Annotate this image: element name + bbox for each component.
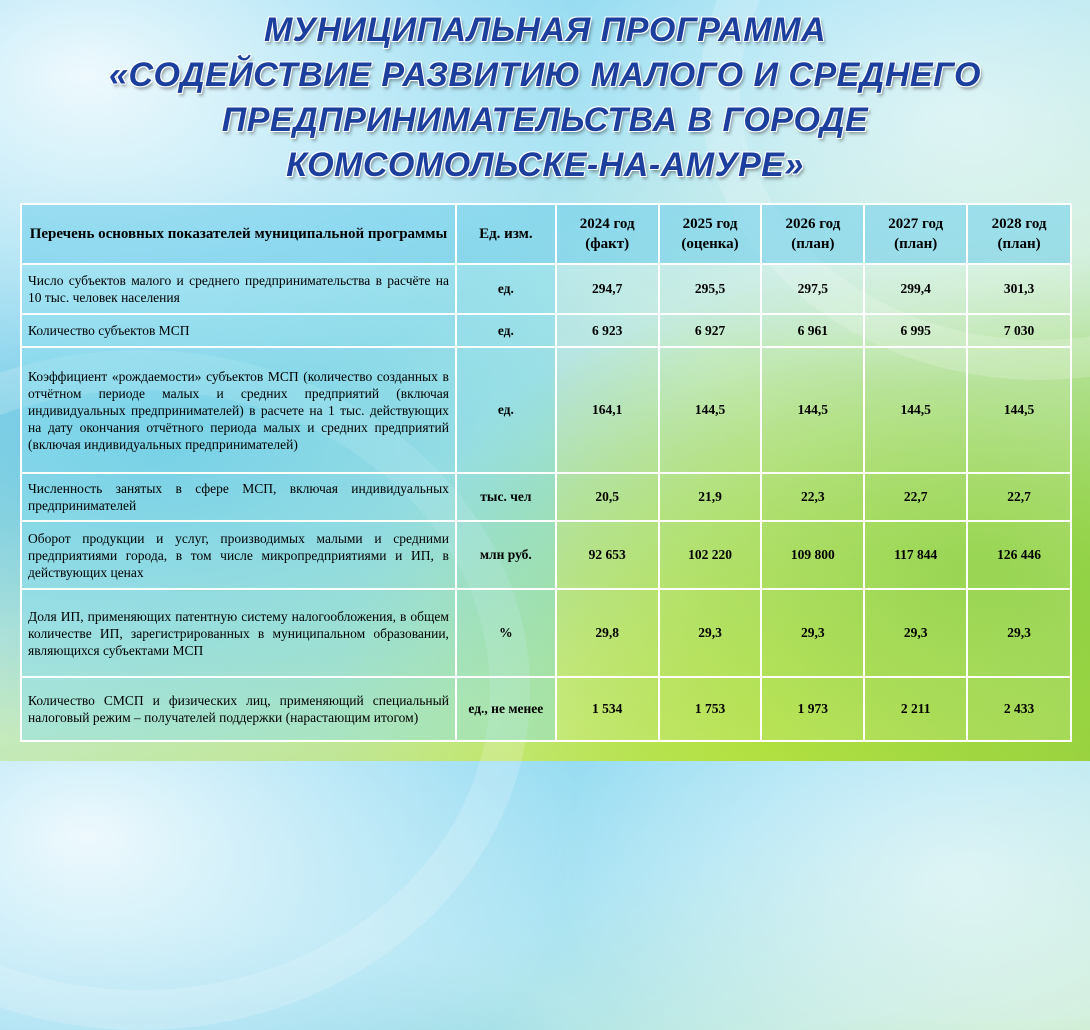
title-line-3: ПРЕДПРИНИМАТЕЛЬСТВА В ГОРОДЕ — [221, 101, 869, 139]
value-2026: 144,5 — [761, 347, 864, 473]
value-2027: 29,3 — [864, 589, 967, 677]
value-2024: 164,1 — [556, 347, 659, 473]
indicator-unit: ед., не менее — [456, 677, 556, 741]
value-2025: 102 220 — [659, 521, 762, 589]
value-2028: 301,3 — [967, 264, 1071, 314]
value-2025: 295,5 — [659, 264, 762, 314]
value-2024: 92 653 — [556, 521, 659, 589]
value-2026: 22,3 — [761, 473, 864, 521]
indicator-name: Оборот продукции и услуг, производимых малыми и средними предприятиями города, в том числе микропредприятиями и ИП, в действующих ценах — [21, 521, 456, 589]
indicator-name: Доля ИП, применяющих патентную систему налогообложения, в общем количестве ИП, зарегистрированных в муниципальном образовании, являющихся субъектами МСП — [21, 589, 456, 677]
value-2027: 117 844 — [864, 521, 967, 589]
title-line-1: МУНИЦИПАЛЬНАЯ ПРОГРАММА — [263, 11, 827, 49]
header-2028: 2028 год (план) — [967, 204, 1071, 264]
table-row — [21, 677, 1071, 741]
table-row — [21, 589, 1071, 677]
header-indicator: Перечень основных показателей муниципальной программы — [21, 204, 456, 264]
table-row — [21, 314, 1071, 347]
indicator-name: Численность занятых в сфере МСП, включая индивидуальных предпринимателей — [21, 473, 456, 521]
value-2024: 20,5 — [556, 473, 659, 521]
indicators-table — [20, 203, 1072, 742]
indicator-unit: ед. — [456, 314, 556, 347]
indicator-name: Количество СМСП и физических лиц, применяющий специальный налоговый режим – получателей поддержки (нарастающим итогом) — [21, 677, 456, 741]
indicator-unit: ед. — [456, 347, 556, 473]
value-2026: 1 973 — [761, 677, 864, 741]
table-row — [21, 347, 1071, 473]
value-2024: 6 923 — [556, 314, 659, 347]
value-2028: 7 030 — [967, 314, 1071, 347]
header-2025: 2025 год (оценка) — [659, 204, 762, 264]
header-2026: 2026 год (план) — [761, 204, 864, 264]
indicator-name: Число субъектов малого и среднего предпринимательства в расчёте на 10 тыс. человек населения — [21, 264, 456, 314]
indicator-unit: % — [456, 589, 556, 677]
indicator-name: Коэффициент «рождаемости» субъектов МСП (количество созданных в отчётном периоде малых и средних предприятий (включая индивидуальных предпринимателей) в расчете на 1 тыс. действующих на дату окончания отчётного периода малых и средних предприятий (включая индивидуальных предпринимателей) — [21, 347, 456, 473]
value-2028: 144,5 — [967, 347, 1071, 473]
value-2026: 6 961 — [761, 314, 864, 347]
value-2027: 144,5 — [864, 347, 967, 473]
value-2025: 6 927 — [659, 314, 762, 347]
value-2028: 126 446 — [967, 521, 1071, 589]
indicator-unit: ед. — [456, 264, 556, 314]
header-unit: Ед. изм. — [456, 204, 556, 264]
value-2025: 144,5 — [659, 347, 762, 473]
value-2025: 1 753 — [659, 677, 762, 741]
indicator-unit: млн руб. — [456, 521, 556, 589]
value-2024: 29,8 — [556, 589, 659, 677]
value-2027: 22,7 — [864, 473, 967, 521]
value-2026: 29,3 — [761, 589, 864, 677]
value-2025: 29,3 — [659, 589, 762, 677]
value-2027: 299,4 — [864, 264, 967, 314]
value-2028: 2 433 — [967, 677, 1071, 741]
title-line-2: «СОДЕЙСТВИЕ РАЗВИТИЮ МАЛОГО И СРЕДНЕГО — [109, 56, 981, 94]
value-2025: 21,9 — [659, 473, 762, 521]
value-2026: 297,5 — [761, 264, 864, 314]
table-row — [21, 473, 1071, 521]
title-line-4: КОМСОМОЛЬСКЕ-НА-АМУРЕ» — [286, 146, 804, 184]
indicator-unit: тыс. чел — [456, 473, 556, 521]
page-title — [0, 8, 1090, 188]
value-2024: 1 534 — [556, 677, 659, 741]
value-2028: 29,3 — [967, 589, 1071, 677]
value-2026: 109 800 — [761, 521, 864, 589]
header-2024: 2024 год (факт) — [556, 204, 659, 264]
value-2028: 22,7 — [967, 473, 1071, 521]
header-2027: 2027 год (план) — [864, 204, 967, 264]
value-2027: 2 211 — [864, 677, 967, 741]
value-2024: 294,7 — [556, 264, 659, 314]
table-header-row — [21, 204, 1071, 264]
value-2027: 6 995 — [864, 314, 967, 347]
table-row — [21, 264, 1071, 314]
table-row — [21, 521, 1071, 589]
indicator-name: Количество субъектов МСП — [21, 314, 456, 347]
